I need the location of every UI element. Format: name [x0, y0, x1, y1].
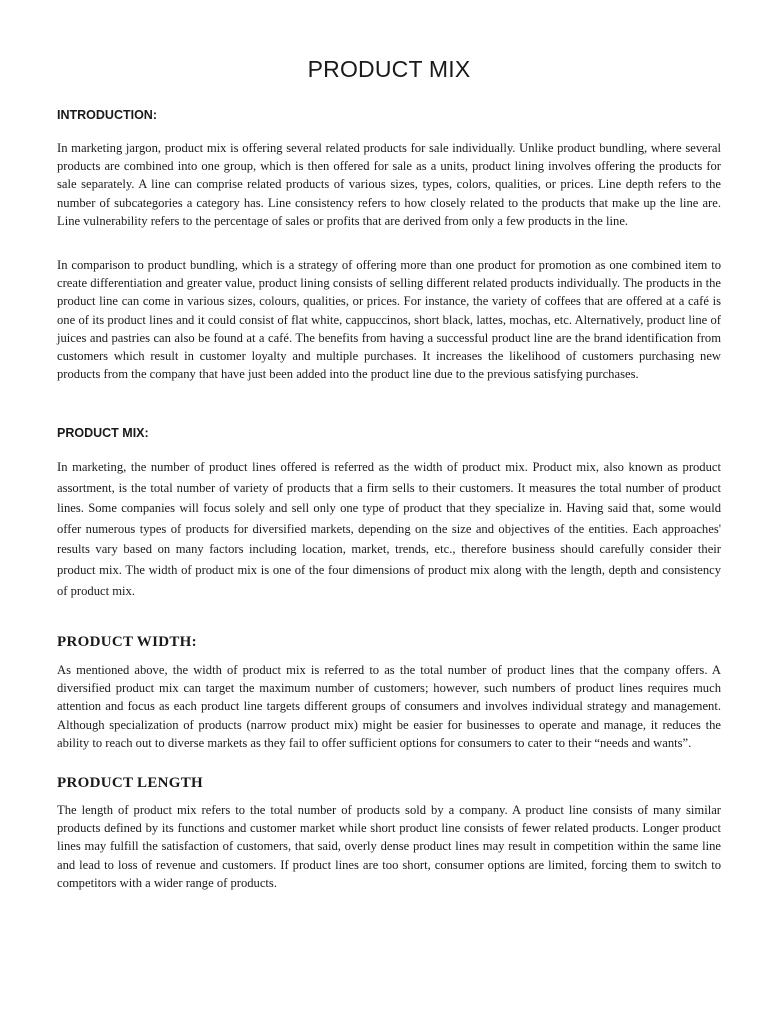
- paragraph-introduction-1: In marketing jargon, product mix is offering several related products for sale individually. Unlike product bundling, where several products are combined into one group, which is then offered for sale as a units, product lining involves offering the products for sale separately. A line can comprise related products of various sizes, types, colors, qualities, or prices. Line depth refers to the number of subcategories a category has. Line consistency refers to how closely related to the products that make up the line are. Line vulnerability refers to the percentage of sales or profits that are derived from only a few products in the line.: [57, 141, 721, 228]
- section-heading-introduction: INTRODUCTION:: [57, 108, 157, 122]
- paragraph-product-mix: In marketing, the number of product lines offered is referred as the width of product mix. Product mix, also known as product assortment, is the total number of variety of products that a firm sells to their customers. It measures the total number of product lines. Some companies will focus solely and sell only one type of product that they specialize in. Having said that, some would offer numerous types of products for diversified markets, depending on the size and objectives of the entities. Each approaches' results vary based on many factors including location, market, trends, etc., therefore business should carefully consider their product mix. The width of product mix is one of the four dimensions of product mix along with the length, depth and consistency of product mix.: [57, 460, 721, 598]
- paragraph-product-length: The length of product mix refers to the total number of products sold by a company. A product line consists of many similar products defined by its functions and customer market while short product line consists of fewer related products. Longer product lines may fulfill the satisfaction of customers, that said, overly dense product lines may result in competition within the same line and lead to loss of revenue and customers. If product lines are too short, consumer options are limited, forcing them to switch to competitors with a wider range of products.: [57, 803, 721, 890]
- paragraph-product-width: As mentioned above, the width of product mix is referred to as the total number of product lines that the company offers. A diversified product mix can target the maximum number of customers; however, such numbers of product lines requires much attention and focus as each product line targets different groups of consumers and involves individual strategy and management. Although specialization of products (narrow product mix) might be easier for businesses to operate and manage, it reduces the ability to reach out to diverse markets as they fail to offer sufficient options for consumers to cater to their “needs and wants”.: [57, 663, 721, 750]
- section-heading-product-length: PRODUCT LENGTH: [57, 775, 204, 791]
- section-heading-product-mix: PRODUCT MIX:: [57, 426, 149, 440]
- page-title: PRODUCT MIX: [307, 56, 471, 82]
- section-heading-product-width: PRODUCT WIDTH:: [57, 634, 197, 650]
- paragraph-introduction-2: In comparison to product bundling, which is a strategy of offering more than one product for promotion as one combined item to create differentiation and greater value, product lining consists of selling different related products individually. The products in the product line can come in various sizes, colours, qualities, or prices. For instance, the variety of coffees that are offered at a café is one of its product lines and it could consist of flat white, cappuccinos, short black, lattes, mochas, etc. Alternatively, product line of juices and pastries can also be found at a café. The benefits from having a successful product line are the brand identification from customers which result in customer loyalty and multiple purchases. It increases the likelihood of customers purchasing new products from the company that have just been added into the product line due to the previous satisfying purchases.: [57, 258, 721, 382]
